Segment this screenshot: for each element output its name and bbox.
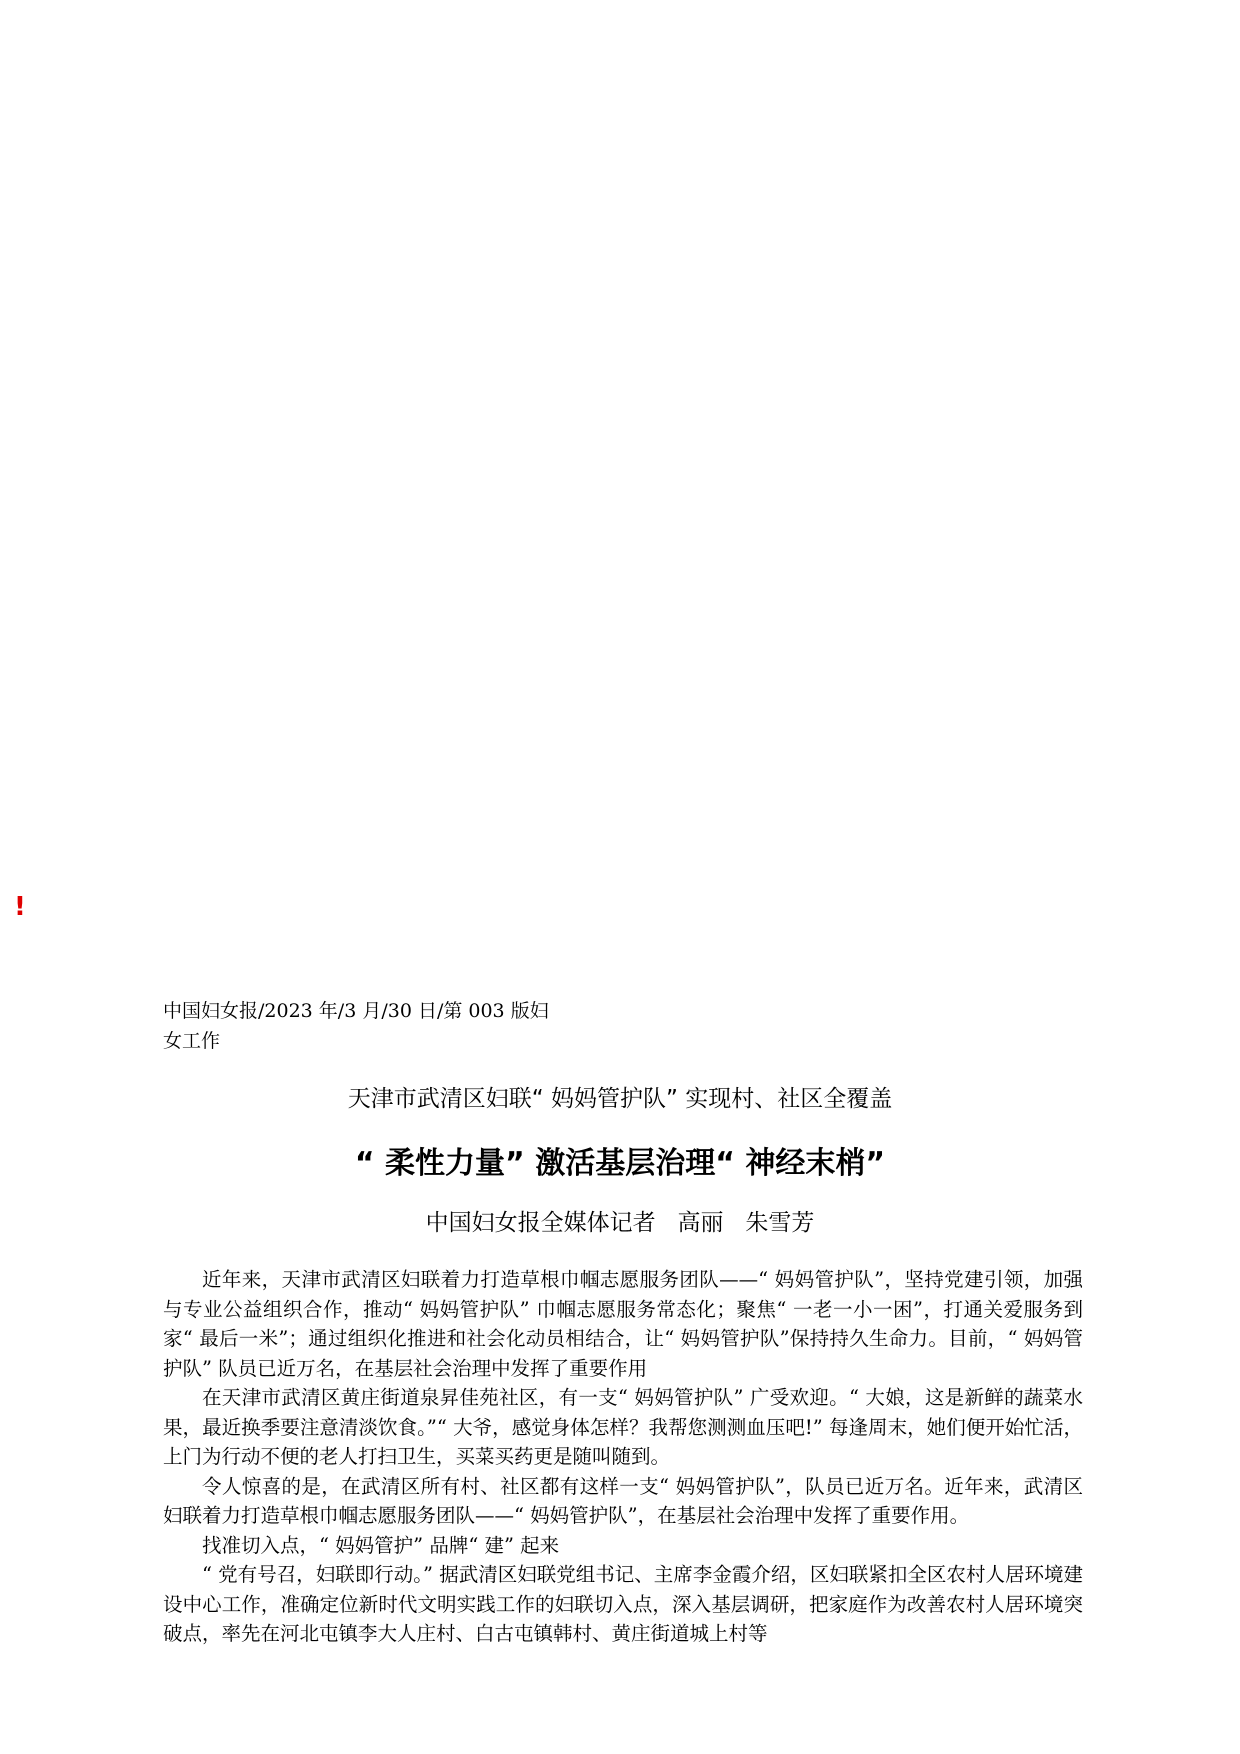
paragraph: 近年来，天津市武清区妇联着力打造草根巾帼志愿服务团队——“ 妈妈管护队”，坚持党建引领，加强与专业公益组织合作，推动“ 妈妈管护队” 巾帼志愿服务常态化；聚焦“ 一老一小一困”，打通关爱服务到家“ 最后一米”；通过组织化推进和社会化动员相结合，让“ 妈妈管护队”保持持久生命力。目前，“ 妈妈管护队” 队员已近万名，在基层社会治理中发挥了重要作用 xyxy=(163,1268,1083,1380)
section-heading: 找准切入点，“ 妈妈管护” 品牌“ 建” 起来 xyxy=(202,1533,560,1557)
article-body xyxy=(163,1265,1083,1649)
article-subheading: 天津市武清区妇联“ 妈妈管护队” 实现村、社区全覆盖 xyxy=(347,1086,893,1112)
article-byline: 中国妇女报全媒体记者 高丽 朱雪芳 xyxy=(425,1210,815,1236)
red-exclamation-mark: ! xyxy=(14,892,26,922)
paragraph: 令人惊喜的是，在武清区所有村、社区都有这样一支“ 妈妈管护队”，队员已近万名。近年来，武清区妇联着力打造草根巾帼志愿服务团队——“ 妈妈管护队”，在基层社会治理中发挥了重要作用。 xyxy=(163,1474,1083,1527)
source-line: 中国妇女报/2023 年/3 月/30 日/第 003 版妇女工作 xyxy=(163,1000,549,1052)
paragraph: 在天津市武清区黄庄街道泉昇佳苑社区，有一支“ 妈妈管护队” 广受欢迎。“ 大娘，这是新鲜的蔬菜水果，最近换季要注意清淡饮食。”“ 大爷，感觉身体怎样？我帮您测测血压吧!” 每逢周末，她们便开始忙活，上门为行动不便的老人打扫卫生，买菜买药更是随叫随到。 xyxy=(163,1386,1083,1468)
article-headline: “ 柔性力量” 激活基层治理“ 神经末梢” xyxy=(354,1146,886,1181)
paragraph: “ 党有号召，妇联即行动。” 据武清区妇联党组书记、主席李金霞介绍，区妇联紧扣全区农村人居环境建设中心工作，准确定位新时代文明实践工作的妇联切入点，深入基层调研，把家庭作为改善农村人居环境突破点，率先在河北屯镇李大人庄村、白古屯镇韩村、黄庄街道城上村等 xyxy=(163,1563,1083,1645)
